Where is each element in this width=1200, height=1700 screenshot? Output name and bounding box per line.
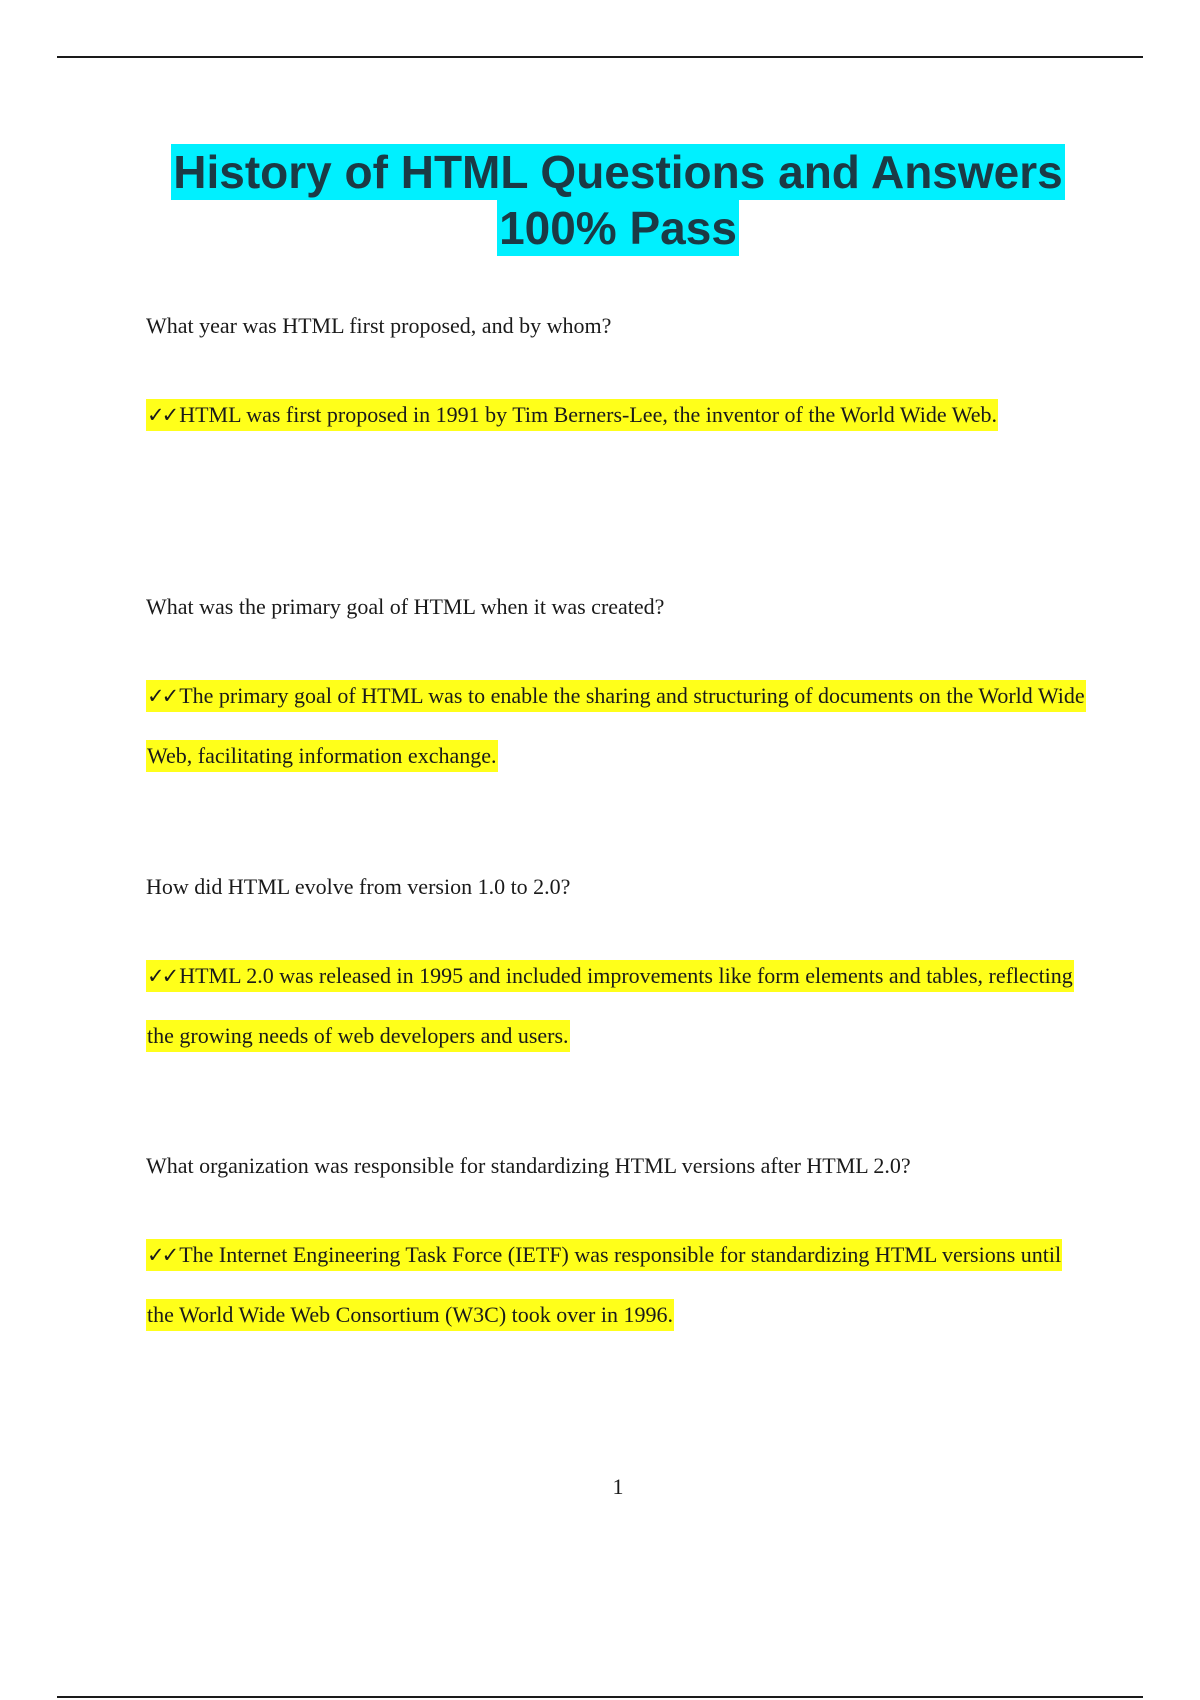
- answer-highlight: [146, 1239, 1062, 1331]
- question-text: What year was HTML first proposed, and by whom?: [146, 313, 612, 338]
- document-title: [0, 144, 1200, 256]
- answer-text: HTML 2.0 was released in 1995 and included improvements like form elements and tables, reflecting the growing needs of web developers and users.: [147, 963, 1073, 1048]
- question-text: What was the primary goal of HTML when it was created?: [146, 594, 665, 619]
- top-rule: [57, 56, 1143, 58]
- page-number: 1: [612, 1474, 624, 1499]
- qa-item: [146, 313, 1086, 445]
- bottom-rule: [57, 1696, 1143, 1698]
- answer-block: [146, 946, 1086, 1066]
- answer-highlight: [146, 399, 998, 431]
- title-line-1: History of HTML Questions and Answers: [173, 146, 1063, 198]
- qa-item: [146, 594, 1086, 786]
- answer-text: The Internet Engineering Task Force (IETF) was responsible for standardizing HTML versions until the World Wide Web Consortium (W3C) took over in 1996.: [147, 1242, 1062, 1327]
- answer-block: [146, 385, 1086, 445]
- question-text: What organization was responsible for standardizing HTML versions after HTML 2.0?: [146, 1153, 911, 1178]
- qa-item: [146, 1153, 1086, 1345]
- question-text: How did HTML evolve from version 1.0 to 2.0?: [146, 874, 571, 899]
- qa-item: [146, 874, 1086, 1066]
- answer-text: The primary goal of HTML was to enable the sharing and structuring of documents on the World Wide Web, facilitating information exchange.: [147, 683, 1085, 768]
- double-check-icon: ✓✓: [147, 684, 177, 708]
- answer-block: [146, 1225, 1086, 1345]
- answer-text: HTML was first proposed in 1991 by Tim Berners-Lee, the inventor of the World Wide Web.: [179, 402, 998, 427]
- answer-highlight: [146, 680, 1086, 772]
- double-check-icon: ✓✓: [147, 964, 177, 988]
- answer-highlight: [146, 960, 1074, 1052]
- double-check-icon: ✓✓: [147, 403, 177, 427]
- title-line-2: 100% Pass: [499, 202, 737, 254]
- double-check-icon: ✓✓: [147, 1243, 177, 1267]
- answer-block: [146, 666, 1086, 786]
